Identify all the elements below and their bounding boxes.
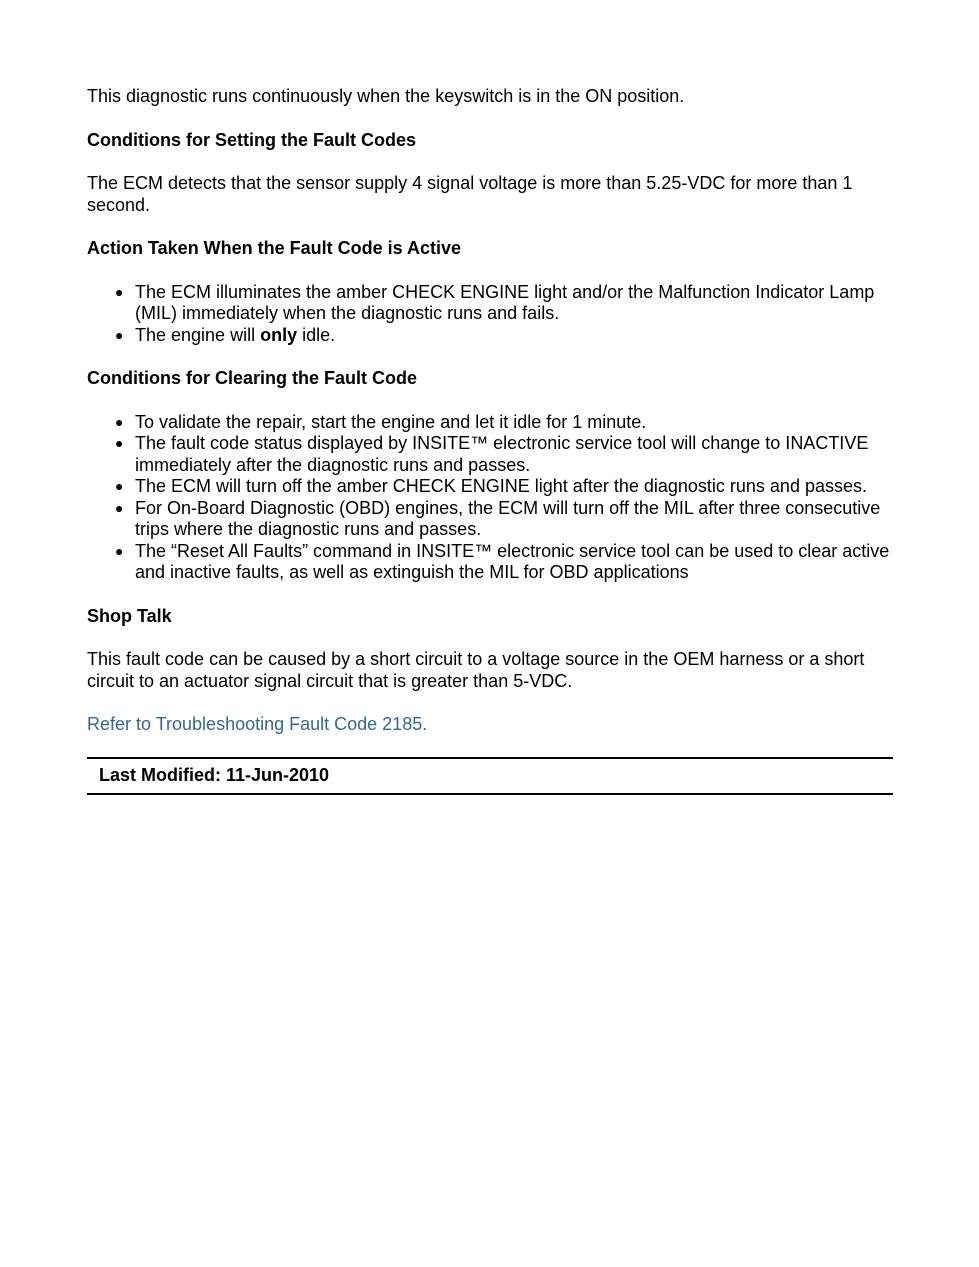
troubleshooting-link[interactable]: Refer to Troubleshooting Fault Code 2185.: [87, 714, 428, 734]
last-modified-label: Last Modified: 11-Jun-2010: [99, 765, 330, 785]
setting-heading: Conditions for Setting the Fault Codes: [87, 129, 416, 150]
list-item: [115, 324, 893, 347]
shop-talk-heading: Shop Talk: [87, 605, 172, 626]
list-item-text: The “Reset All Faults” command in INSITE™ electronic service tool can be used to clear active and inactive faults, as well as extinguish the MIL for OBD applications: [135, 540, 890, 582]
bullet-icon: ●: [115, 413, 124, 430]
bullet-icon: ●: [115, 283, 124, 300]
action-heading: Action Taken When the Fault Code is Active: [87, 238, 462, 258]
list-item: [115, 540, 893, 584]
clearing-list: [87, 412, 893, 584]
bullet-icon: ●: [115, 499, 124, 516]
list-item-text: The ECM illuminates the amber CHECK ENGINE light and/or the Malfunction Indicator Lamp (MIL) immediately when the diagnostic runs and fails.: [135, 281, 875, 323]
bullet-icon: ●: [115, 326, 124, 343]
intro-text: This diagnostic runs continuously when the keyswitch is in the ON position.: [87, 86, 685, 106]
list-item: [115, 411, 893, 434]
clearing-heading: Conditions for Clearing the Fault Code: [87, 368, 417, 388]
list-item-text: The fault code status displayed by INSITE™ electronic service tool will change to INACTIVE immediately after the diagnostic runs and passes.: [135, 433, 869, 475]
bullet-icon: ●: [115, 478, 124, 494]
list-item-text-suffix: idle.: [297, 324, 336, 345]
shop-talk-text: This fault code can be caused by a short circuit to a voltage source in the OEM harness or a short circuit to an actuator signal circuit that is greater than 5-VDC.: [87, 649, 865, 691]
list-item: [115, 433, 893, 476]
bullet-icon: ●: [115, 542, 124, 559]
setting-text: The ECM detects that the sensor supply 4 signal voltage is more than 5.25-VDC for more than 1 second.: [87, 173, 853, 215]
list-item-text: To validate the repair, start the engine and let it idle for 1 minute.: [135, 411, 647, 432]
list-item-text-prefix: The engine will: [135, 324, 261, 345]
list-item-text: For On-Board Diagnostic (OBD) engines, the ECM will turn off the MIL after three consecutive trips where the diagnostic runs and passes.: [135, 497, 881, 539]
document-page: [87, 86, 893, 795]
list-item: [115, 281, 893, 325]
bullet-icon: ●: [115, 435, 124, 451]
list-item: [115, 497, 893, 541]
emphasis-only: only: [260, 324, 298, 345]
last-modified-bar: [87, 757, 893, 795]
list-item-text: The ECM will turn off the amber CHECK ENGINE light after the diagnostic runs and passes.: [135, 476, 867, 496]
list-item: [115, 476, 893, 498]
action-list: [87, 282, 893, 347]
